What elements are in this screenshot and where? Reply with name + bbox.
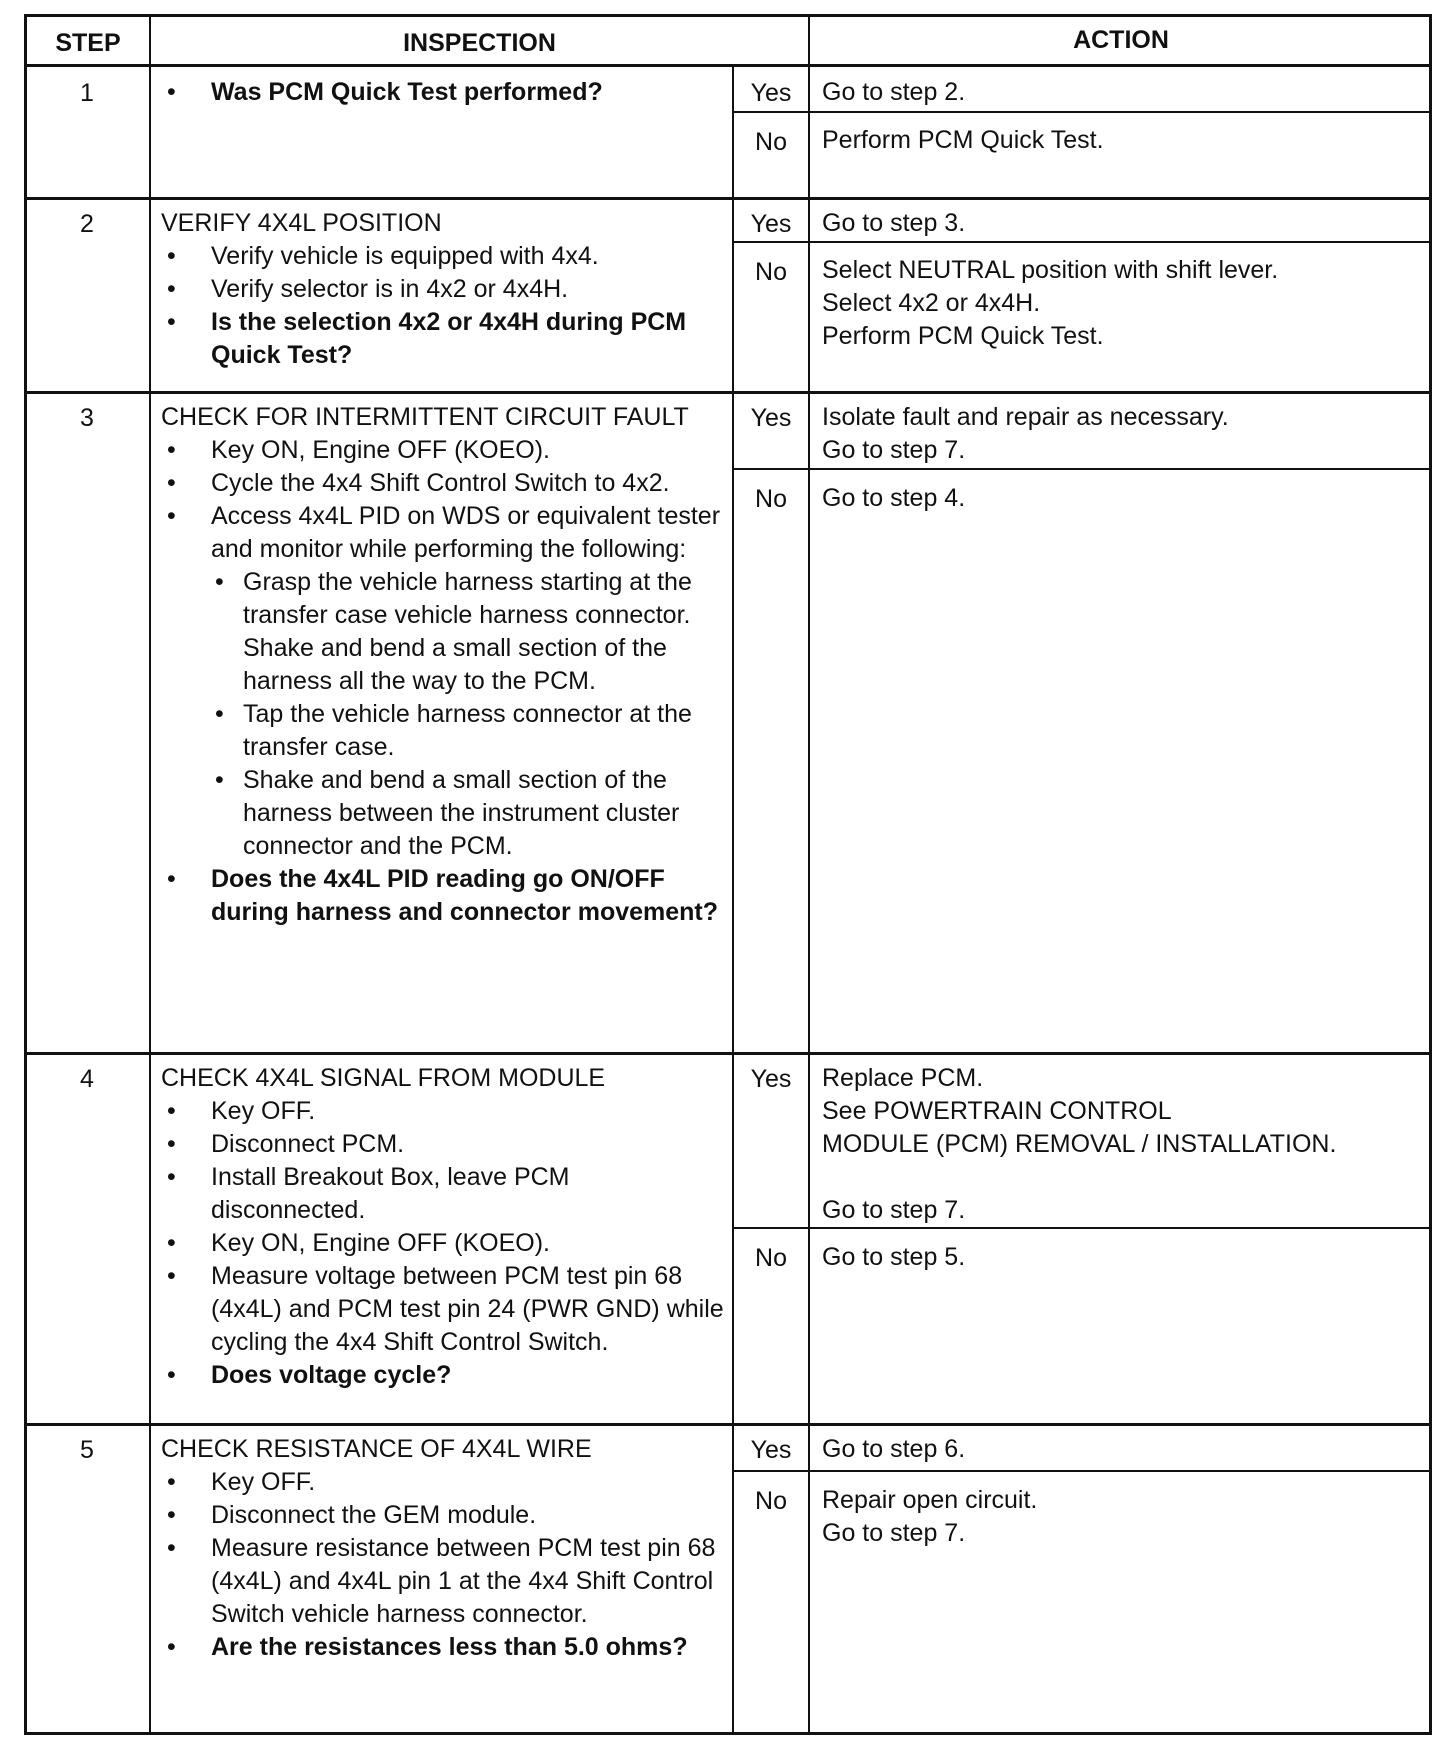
bullet: • — [167, 1361, 176, 1389]
row-divider — [24, 197, 1432, 200]
step-item: Disconnect PCM. — [211, 1130, 405, 1158]
no-label: No — [755, 1244, 787, 1272]
step-number: 1 — [80, 79, 94, 107]
step-item: Key ON, Engine OFF (KOEO). — [211, 1229, 550, 1257]
step-title: CHECK RESISTANCE OF 4X4L WIRE — [161, 1435, 592, 1463]
action-line: Go to step 5. — [822, 1243, 966, 1271]
bullet: • — [167, 275, 176, 303]
bullet: • — [167, 865, 176, 893]
bullet: • — [167, 242, 176, 270]
yes-no-divider — [732, 111, 1432, 113]
step-5-yes-action — [822, 1433, 1422, 1466]
bullet: • — [167, 1534, 176, 1562]
no-label: No — [755, 485, 787, 513]
bullet: • — [167, 1097, 176, 1125]
header-inspection: INSPECTION — [403, 29, 556, 57]
yes-no-divider — [732, 1470, 1432, 1472]
step-subitem: Grasp the vehicle harness starting at the transfer case vehicle harness connector. Shake and bend a small section of the harness all the way to the PCM. — [243, 568, 692, 695]
step-1-yes-action — [822, 76, 1422, 109]
step-number: 2 — [80, 210, 94, 238]
step-subitem: Tap the vehicle harness connector at the transfer case. — [243, 700, 692, 761]
action-line: Go to step 7. — [822, 1196, 966, 1224]
sub-bullet: • — [215, 568, 224, 596]
step-item: Key OFF. — [211, 1097, 316, 1125]
bullet: • — [167, 1262, 176, 1290]
step-item: Disconnect the GEM module. — [211, 1501, 537, 1529]
header-action: ACTION — [1073, 26, 1169, 54]
action-line: Repair open circuit. — [822, 1486, 1038, 1514]
bullet: • — [167, 1163, 176, 1191]
action-line: Select NEUTRAL position with shift lever. — [822, 256, 1279, 284]
yes-no-divider — [732, 1227, 1432, 1229]
step-2-yes-action — [822, 207, 1422, 240]
row-divider — [24, 1423, 1432, 1426]
no-label: No — [755, 1487, 787, 1515]
step-2-no-action — [822, 254, 1422, 353]
step-3-yes-action — [822, 401, 1422, 467]
step-question: Does voltage cycle? — [211, 1361, 452, 1389]
bullet: • — [167, 1633, 176, 1661]
action-line: Perform PCM Quick Test. — [822, 322, 1104, 350]
yes-label: Yes — [750, 79, 792, 107]
step-4-no-action — [822, 1241, 1422, 1274]
yes-label: Yes — [750, 404, 792, 432]
step-item: Measure voltage between PCM test pin 68 (4x4L) and PCM test pin 24 (PWR GND) while cycling the 4x4 Shift Control Switch. — [211, 1262, 724, 1356]
bullet: • — [167, 1130, 176, 1158]
step-item: Access 4x4L PID on WDS or equivalent tester and monitor while performing the following: — [211, 502, 721, 563]
step-question: Is the selection 4x2 or 4x4H during PCM Quick Test? — [211, 308, 687, 369]
bullet: • — [167, 436, 176, 464]
step-3-no-action — [822, 482, 1422, 515]
action-line: MODULE (PCM) REMOVAL / INSTALLATION. — [822, 1130, 1337, 1158]
step-title: CHECK 4X4L SIGNAL FROM MODULE — [161, 1064, 606, 1092]
bullet: • — [167, 502, 176, 530]
yes-no-divider — [732, 468, 1432, 470]
step-4-inspection — [161, 1062, 726, 1392]
action-line: Go to step 2. — [822, 78, 966, 106]
column-divider — [149, 14, 151, 1735]
action-line: Go to step 4. — [822, 484, 966, 512]
no-label: No — [755, 128, 787, 156]
action-line: Go to step 6. — [822, 1435, 966, 1463]
step-1-no-action — [822, 124, 1422, 157]
bullet: • — [167, 78, 176, 106]
action-line: Go to step 7. — [822, 1519, 966, 1547]
step-item: Measure resistance between PCM test pin 68 (4x4L) and 4x4L pin 1 at the 4x4 Shift Control Switch vehicle harness connector. — [211, 1534, 716, 1628]
yes-label: Yes — [750, 210, 792, 238]
column-divider — [732, 64, 734, 1735]
bullet: • — [167, 308, 176, 336]
row-divider — [24, 1052, 1432, 1055]
step-item: Verify vehicle is equipped with 4x4. — [211, 242, 599, 270]
step-number: 4 — [80, 1065, 94, 1093]
step-question: Are the resistances less than 5.0 ohms? — [211, 1633, 688, 1661]
action-line: Go to step 7. — [822, 436, 966, 464]
yes-no-divider — [732, 241, 1432, 243]
row-divider — [24, 64, 1432, 67]
step-item: Key OFF. — [211, 1468, 316, 1496]
step-4-yes-action — [822, 1062, 1422, 1227]
action-line: Replace PCM. — [822, 1064, 984, 1092]
action-line: Isolate fault and repair as necessary. — [822, 403, 1229, 431]
yes-label: Yes — [750, 1065, 792, 1093]
action-line: Perform PCM Quick Test. — [822, 126, 1104, 154]
step-1-inspection — [161, 76, 726, 109]
step-number: 5 — [80, 1436, 94, 1464]
step-item: Install Breakout Box, leave PCM disconnected. — [211, 1163, 570, 1224]
step-question: Was PCM Quick Test performed? — [211, 78, 603, 106]
step-2-inspection — [161, 207, 726, 372]
step-item: Verify selector is in 4x2 or 4x4H. — [211, 275, 569, 303]
action-line: Select 4x2 or 4x4H. — [822, 289, 1041, 317]
step-item: Key ON, Engine OFF (KOEO). — [211, 436, 550, 464]
no-label: No — [755, 258, 787, 286]
bullet: • — [167, 1468, 176, 1496]
yes-label: Yes — [750, 1436, 792, 1464]
bullet: • — [167, 469, 176, 497]
bullet: • — [167, 1229, 176, 1257]
action-line: Go to step 3. — [822, 209, 966, 237]
sub-bullet: • — [215, 700, 224, 728]
step-5-no-action — [822, 1484, 1422, 1550]
step-title: CHECK FOR INTERMITTENT CIRCUIT FAULT — [161, 403, 689, 431]
sub-bullet: • — [215, 766, 224, 794]
step-title: VERIFY 4X4L POSITION — [161, 209, 442, 237]
step-question: Does the 4x4L PID reading go ON/OFF during harness and connector movement? — [211, 865, 719, 926]
action-line: See POWERTRAIN CONTROL — [822, 1097, 1172, 1125]
step-3-inspection — [161, 401, 726, 929]
step-5-inspection — [161, 1433, 726, 1664]
bullet: • — [167, 1501, 176, 1529]
step-number: 3 — [80, 404, 94, 432]
step-item: Cycle the 4x4 Shift Control Switch to 4x2. — [211, 469, 670, 497]
row-divider — [24, 391, 1432, 394]
header-step: STEP — [55, 29, 121, 57]
step-subitem: Shake and bend a small section of the harness between the instrument cluster connector and the PCM. — [243, 766, 680, 860]
